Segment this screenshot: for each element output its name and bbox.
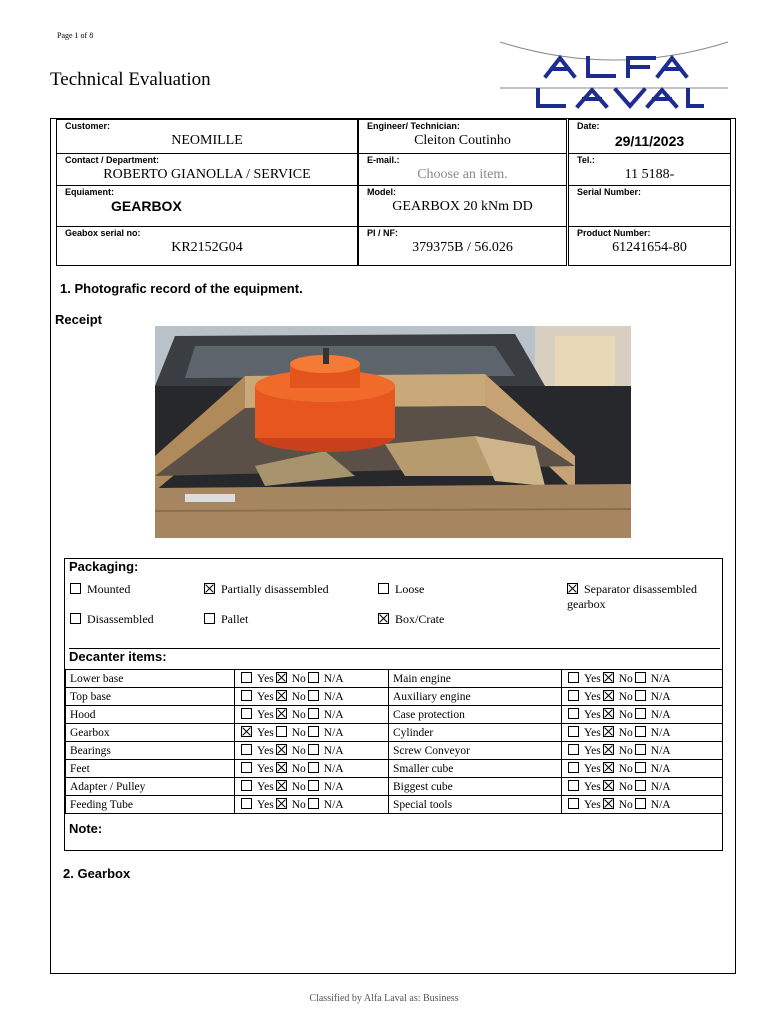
item-label: Adapter / Pulley xyxy=(66,778,235,796)
option-label: N/A xyxy=(323,709,344,721)
option-na[interactable] xyxy=(308,762,344,775)
checkbox-icon[interactable] xyxy=(568,708,579,719)
option-yes[interactable] xyxy=(568,744,601,757)
option-na[interactable] xyxy=(308,708,344,721)
option-label: N/A xyxy=(323,781,344,793)
option-label: N/A xyxy=(650,745,671,757)
date-cell[interactable] xyxy=(568,119,731,154)
option-yes[interactable] xyxy=(241,798,274,811)
checkbox-icon[interactable] xyxy=(241,798,252,809)
item-options xyxy=(235,760,389,778)
checkbox-icon[interactable] xyxy=(308,744,319,755)
item-options xyxy=(562,742,723,760)
checkbox-checked-icon[interactable] xyxy=(603,780,614,791)
option-no[interactable] xyxy=(276,798,306,811)
tel-cell[interactable] xyxy=(568,153,731,186)
pi-nf-cell[interactable] xyxy=(358,226,567,266)
item-label: Auxiliary engine xyxy=(389,688,562,706)
checkbox-checked-icon[interactable] xyxy=(567,583,578,594)
checkbox-icon[interactable] xyxy=(276,726,287,737)
packaging-option-disassembled[interactable]: Disassembled xyxy=(70,612,154,627)
section-2-title: 2. Gearbox xyxy=(63,866,131,881)
option-label: No xyxy=(291,709,306,721)
option-label: No xyxy=(618,709,633,721)
option-no[interactable] xyxy=(276,762,306,775)
item-label: Main engine xyxy=(389,670,562,688)
packaging-option-mounted[interactable]: Mounted xyxy=(70,582,130,597)
option-label: N/A xyxy=(650,781,671,793)
option-label: No xyxy=(618,745,633,757)
option-no[interactable] xyxy=(603,762,633,775)
option-label: No xyxy=(618,673,633,685)
checkbox-icon[interactable] xyxy=(378,583,389,594)
checkbox-icon[interactable] xyxy=(308,690,319,701)
checkbox-checked-icon[interactable] xyxy=(603,690,614,701)
item-options xyxy=(562,688,723,706)
checkbox-icon[interactable] xyxy=(308,672,319,683)
model-value: GEARBOX 20 kNm DD xyxy=(392,199,533,214)
option-yes[interactable] xyxy=(241,672,274,685)
page-number: Page 1 of 8 xyxy=(57,31,94,40)
model-cell[interactable] xyxy=(358,185,567,227)
decanter-items-table xyxy=(65,669,723,814)
option-yes[interactable] xyxy=(568,708,601,721)
option-na[interactable] xyxy=(635,762,671,775)
option-label: N/A xyxy=(323,745,344,757)
option-no[interactable] xyxy=(603,690,633,703)
engineer-value: Cleiton Coutinho xyxy=(414,133,511,148)
item-label: Lower base xyxy=(66,670,235,688)
checkbox-icon[interactable] xyxy=(635,780,646,791)
email-label: E-mail.: xyxy=(367,155,400,165)
item-options xyxy=(235,688,389,706)
contact-value: ROBERTO GIANOLLA / SERVICE xyxy=(103,167,311,182)
option-no[interactable] xyxy=(276,672,306,685)
option-yes[interactable] xyxy=(568,690,601,703)
option-label: Yes xyxy=(257,763,274,775)
tel-label: Tel.: xyxy=(577,155,595,165)
option-na[interactable] xyxy=(308,726,344,739)
item-options xyxy=(562,724,723,742)
date-label: Date: xyxy=(577,121,600,131)
checkbox-checked-icon[interactable] xyxy=(378,613,389,624)
packaging-option-pallet[interactable]: Pallet xyxy=(204,612,248,627)
date-value: 29/11/2023 xyxy=(614,133,685,149)
checkbox-checked-icon[interactable] xyxy=(276,708,287,719)
option-label: No xyxy=(291,745,306,757)
option-label: Yes xyxy=(257,799,274,811)
checkbox-icon[interactable] xyxy=(568,762,579,773)
equipment-cell[interactable] xyxy=(56,185,358,227)
item-options xyxy=(562,760,723,778)
checkbox-icon[interactable] xyxy=(568,726,579,737)
item-options xyxy=(562,778,723,796)
contact-cell[interactable] xyxy=(56,153,358,186)
option-yes[interactable] xyxy=(241,780,274,793)
checkbox-icon[interactable] xyxy=(308,726,319,737)
serial-cell[interactable] xyxy=(568,185,731,227)
item-label: Biggest cube xyxy=(389,778,562,796)
customer-cell[interactable] xyxy=(56,119,358,154)
checkbox-icon[interactable] xyxy=(635,726,646,737)
model-label: Model: xyxy=(367,187,396,197)
document-title: Technical Evaluation xyxy=(50,69,211,90)
option-yes[interactable] xyxy=(241,762,274,775)
product-number-cell[interactable] xyxy=(568,226,731,266)
checkbox-icon[interactable] xyxy=(241,672,252,683)
item-label: Gearbox xyxy=(66,724,235,742)
option-label: N/A xyxy=(323,691,344,703)
option-no[interactable] xyxy=(603,726,633,739)
email-cell[interactable] xyxy=(358,153,567,186)
checkbox-icon[interactable] xyxy=(241,690,252,701)
customer-value: NEOMILLE xyxy=(171,133,243,148)
checkbox-icon[interactable] xyxy=(204,613,215,624)
checkbox-checked-icon[interactable] xyxy=(603,726,614,737)
checkbox-icon[interactable] xyxy=(568,690,579,701)
item-options xyxy=(235,796,389,814)
checkbox-icon[interactable] xyxy=(568,744,579,755)
option-no[interactable] xyxy=(276,780,306,793)
option-label: N/A xyxy=(650,727,671,739)
option-na[interactable] xyxy=(635,744,671,757)
item-label: Smaller cube xyxy=(389,760,562,778)
item-label: Feeding Tube xyxy=(66,796,235,814)
option-na[interactable] xyxy=(308,744,344,757)
option-label: No xyxy=(291,763,306,775)
checkbox-checked-icon[interactable] xyxy=(276,672,287,683)
option-label: Yes xyxy=(584,799,601,811)
checkbox-icon[interactable] xyxy=(241,762,252,773)
option-label: Yes xyxy=(584,709,601,721)
option-label: N/A xyxy=(650,799,671,811)
option-label: Yes xyxy=(257,691,274,703)
checkbox-icon[interactable] xyxy=(635,744,646,755)
engineer-label: Engineer/ Technician: xyxy=(367,121,460,131)
gearbox-serial-value: KR2152G04 xyxy=(171,240,243,255)
tel-value: 11 5188- xyxy=(624,167,675,182)
option-yes[interactable] xyxy=(241,690,274,703)
table-row xyxy=(66,796,723,814)
option-no[interactable] xyxy=(603,672,633,685)
checkbox-icon[interactable] xyxy=(568,798,579,809)
option-no[interactable] xyxy=(603,780,633,793)
option-na[interactable] xyxy=(308,780,344,793)
checkbox-checked-icon[interactable] xyxy=(276,762,287,773)
option-no[interactable] xyxy=(276,726,306,739)
checkbox-checked-icon[interactable] xyxy=(603,708,614,719)
checkbox-icon[interactable] xyxy=(568,672,579,683)
checkbox-icon[interactable] xyxy=(635,708,646,719)
option-na[interactable] xyxy=(635,798,671,811)
option-no[interactable] xyxy=(276,690,306,703)
option-label: Yes xyxy=(584,781,601,793)
option-label: No xyxy=(291,799,306,811)
item-options xyxy=(235,670,389,688)
item-options xyxy=(562,670,723,688)
option-label: N/A xyxy=(650,691,671,703)
item-options xyxy=(235,706,389,724)
checkbox-checked-icon[interactable] xyxy=(603,744,614,755)
checkbox-checked-icon[interactable] xyxy=(241,726,252,737)
product-number-label: Product Number: xyxy=(577,228,651,238)
option-label: N/A xyxy=(323,763,344,775)
checkbox-checked-icon[interactable] xyxy=(276,780,287,791)
email-dropdown[interactable]: Choose an item. xyxy=(417,167,508,182)
checkbox-icon[interactable] xyxy=(70,583,81,594)
checkbox-icon[interactable] xyxy=(70,613,81,624)
option-label: N/A xyxy=(323,673,344,685)
option-no[interactable] xyxy=(603,744,633,757)
customer-label: Customer: xyxy=(65,121,111,131)
checkbox-icon[interactable] xyxy=(308,762,319,773)
option-yes[interactable] xyxy=(568,762,601,775)
checkbox-checked-icon[interactable] xyxy=(204,583,215,594)
option-label: No xyxy=(618,781,633,793)
table-row xyxy=(66,760,723,778)
item-label: Feet xyxy=(66,760,235,778)
checkbox-icon[interactable] xyxy=(241,744,252,755)
table-row xyxy=(66,724,723,742)
option-no[interactable] xyxy=(276,744,306,757)
alfa-laval-logo xyxy=(498,40,730,112)
checkbox-icon[interactable] xyxy=(308,798,319,809)
option-label: Yes xyxy=(257,709,274,721)
classification-footer: Classified by Alfa Laval as: Business xyxy=(309,993,459,1004)
pi-nf-label: PI / NF: xyxy=(367,228,398,238)
option-label: No xyxy=(618,799,633,811)
item-options xyxy=(235,724,389,742)
option-label: Yes xyxy=(257,781,274,793)
equipment-value: GEARBOX xyxy=(111,198,182,214)
checkbox-icon[interactable] xyxy=(568,780,579,791)
equipment-photo xyxy=(155,326,631,538)
packaging-title: Packaging: xyxy=(69,559,139,574)
decanter-title: Decanter items: xyxy=(69,648,720,664)
table-row xyxy=(66,670,723,688)
checkbox-checked-icon[interactable] xyxy=(276,690,287,701)
packaging-option-separator-disassembled[interactable]: Separator disassembled gearbox xyxy=(567,582,697,611)
item-options xyxy=(562,796,723,814)
checkbox-checked-icon[interactable] xyxy=(603,798,614,809)
option-yes[interactable] xyxy=(241,708,274,721)
checkbox-icon[interactable] xyxy=(308,708,319,719)
option-yes[interactable] xyxy=(568,672,601,685)
table-row xyxy=(66,778,723,796)
option-label: N/A xyxy=(323,799,344,811)
checkbox-icon[interactable] xyxy=(635,762,646,773)
note-label: Note: xyxy=(69,821,103,836)
option-no[interactable] xyxy=(603,708,633,721)
option-label: Yes xyxy=(257,745,274,757)
option-label: No xyxy=(618,727,633,739)
checkbox-icon[interactable] xyxy=(635,798,646,809)
option-label: Yes xyxy=(257,727,274,739)
option-label: No xyxy=(291,691,306,703)
checkbox-checked-icon[interactable] xyxy=(276,744,287,755)
option-label: Yes xyxy=(584,691,601,703)
option-label: Yes xyxy=(584,745,601,757)
option-yes[interactable] xyxy=(241,744,274,757)
item-options xyxy=(235,742,389,760)
item-label: Hood xyxy=(66,706,235,724)
engineer-cell[interactable] xyxy=(358,119,567,154)
option-na[interactable] xyxy=(635,780,671,793)
option-label: Yes xyxy=(584,673,601,685)
packaging-option-box-crate[interactable]: Box/Crate xyxy=(378,612,444,627)
option-label: N/A xyxy=(650,709,671,721)
table-row xyxy=(66,742,723,760)
checkbox-icon[interactable] xyxy=(635,672,646,683)
checkbox-checked-icon[interactable] xyxy=(603,762,614,773)
item-label: Cylinder xyxy=(389,724,562,742)
option-label: No xyxy=(618,763,633,775)
checkbox-icon[interactable] xyxy=(308,780,319,791)
product-number-value: 61241654-80 xyxy=(612,240,687,255)
option-na[interactable] xyxy=(308,798,344,811)
item-options xyxy=(235,778,389,796)
receipt-subtitle: Receipt xyxy=(55,312,102,327)
option-yes[interactable] xyxy=(568,780,601,793)
option-na[interactable] xyxy=(635,690,671,703)
option-label: Yes xyxy=(257,673,274,685)
gearbox-serial-label: Geabox serial no: xyxy=(65,228,141,238)
option-label: Yes xyxy=(584,727,601,739)
item-label: Special tools xyxy=(389,796,562,814)
option-label: No xyxy=(618,691,633,703)
equipment-label: Equiament: xyxy=(65,187,115,197)
option-yes[interactable] xyxy=(241,726,274,739)
checkbox-icon[interactable] xyxy=(241,780,252,791)
option-yes[interactable] xyxy=(568,798,601,811)
option-yes[interactable] xyxy=(568,726,601,739)
section-1-title: 1. Photografic record of the equipment. xyxy=(60,281,303,296)
item-label: Case protection xyxy=(389,706,562,724)
packaging-option-loose[interactable]: Loose xyxy=(378,582,424,597)
option-no[interactable] xyxy=(603,798,633,811)
option-na[interactable] xyxy=(635,672,671,685)
packaging-option-partially-disassembled[interactable]: Partially disassembled xyxy=(204,582,329,597)
option-na[interactable] xyxy=(308,690,344,703)
checkbox-checked-icon[interactable] xyxy=(276,798,287,809)
item-options xyxy=(562,706,723,724)
checkbox-checked-icon[interactable] xyxy=(603,672,614,683)
checkbox-icon[interactable] xyxy=(241,708,252,719)
option-label: No xyxy=(291,781,306,793)
serial-label: Serial Number: xyxy=(577,187,642,197)
option-na[interactable] xyxy=(308,672,344,685)
option-label: No xyxy=(291,727,306,739)
checkbox-icon[interactable] xyxy=(635,690,646,701)
pi-nf-value: 379375B / 56.026 xyxy=(412,240,513,255)
option-na[interactable] xyxy=(635,708,671,721)
option-label: Yes xyxy=(584,763,601,775)
gearbox-serial-cell[interactable] xyxy=(56,226,358,266)
option-label: N/A xyxy=(650,763,671,775)
packaging-decanter-box xyxy=(64,558,723,851)
option-label: No xyxy=(291,673,306,685)
item-label: Screw Conveyor xyxy=(389,742,562,760)
option-label: N/A xyxy=(650,673,671,685)
item-label: Top base xyxy=(66,688,235,706)
item-label: Bearings xyxy=(66,742,235,760)
table-row xyxy=(66,688,723,706)
option-label: N/A xyxy=(323,727,344,739)
contact-label: Contact / Department: xyxy=(65,155,160,165)
option-no[interactable] xyxy=(276,708,306,721)
table-row xyxy=(66,706,723,724)
option-na[interactable] xyxy=(635,726,671,739)
